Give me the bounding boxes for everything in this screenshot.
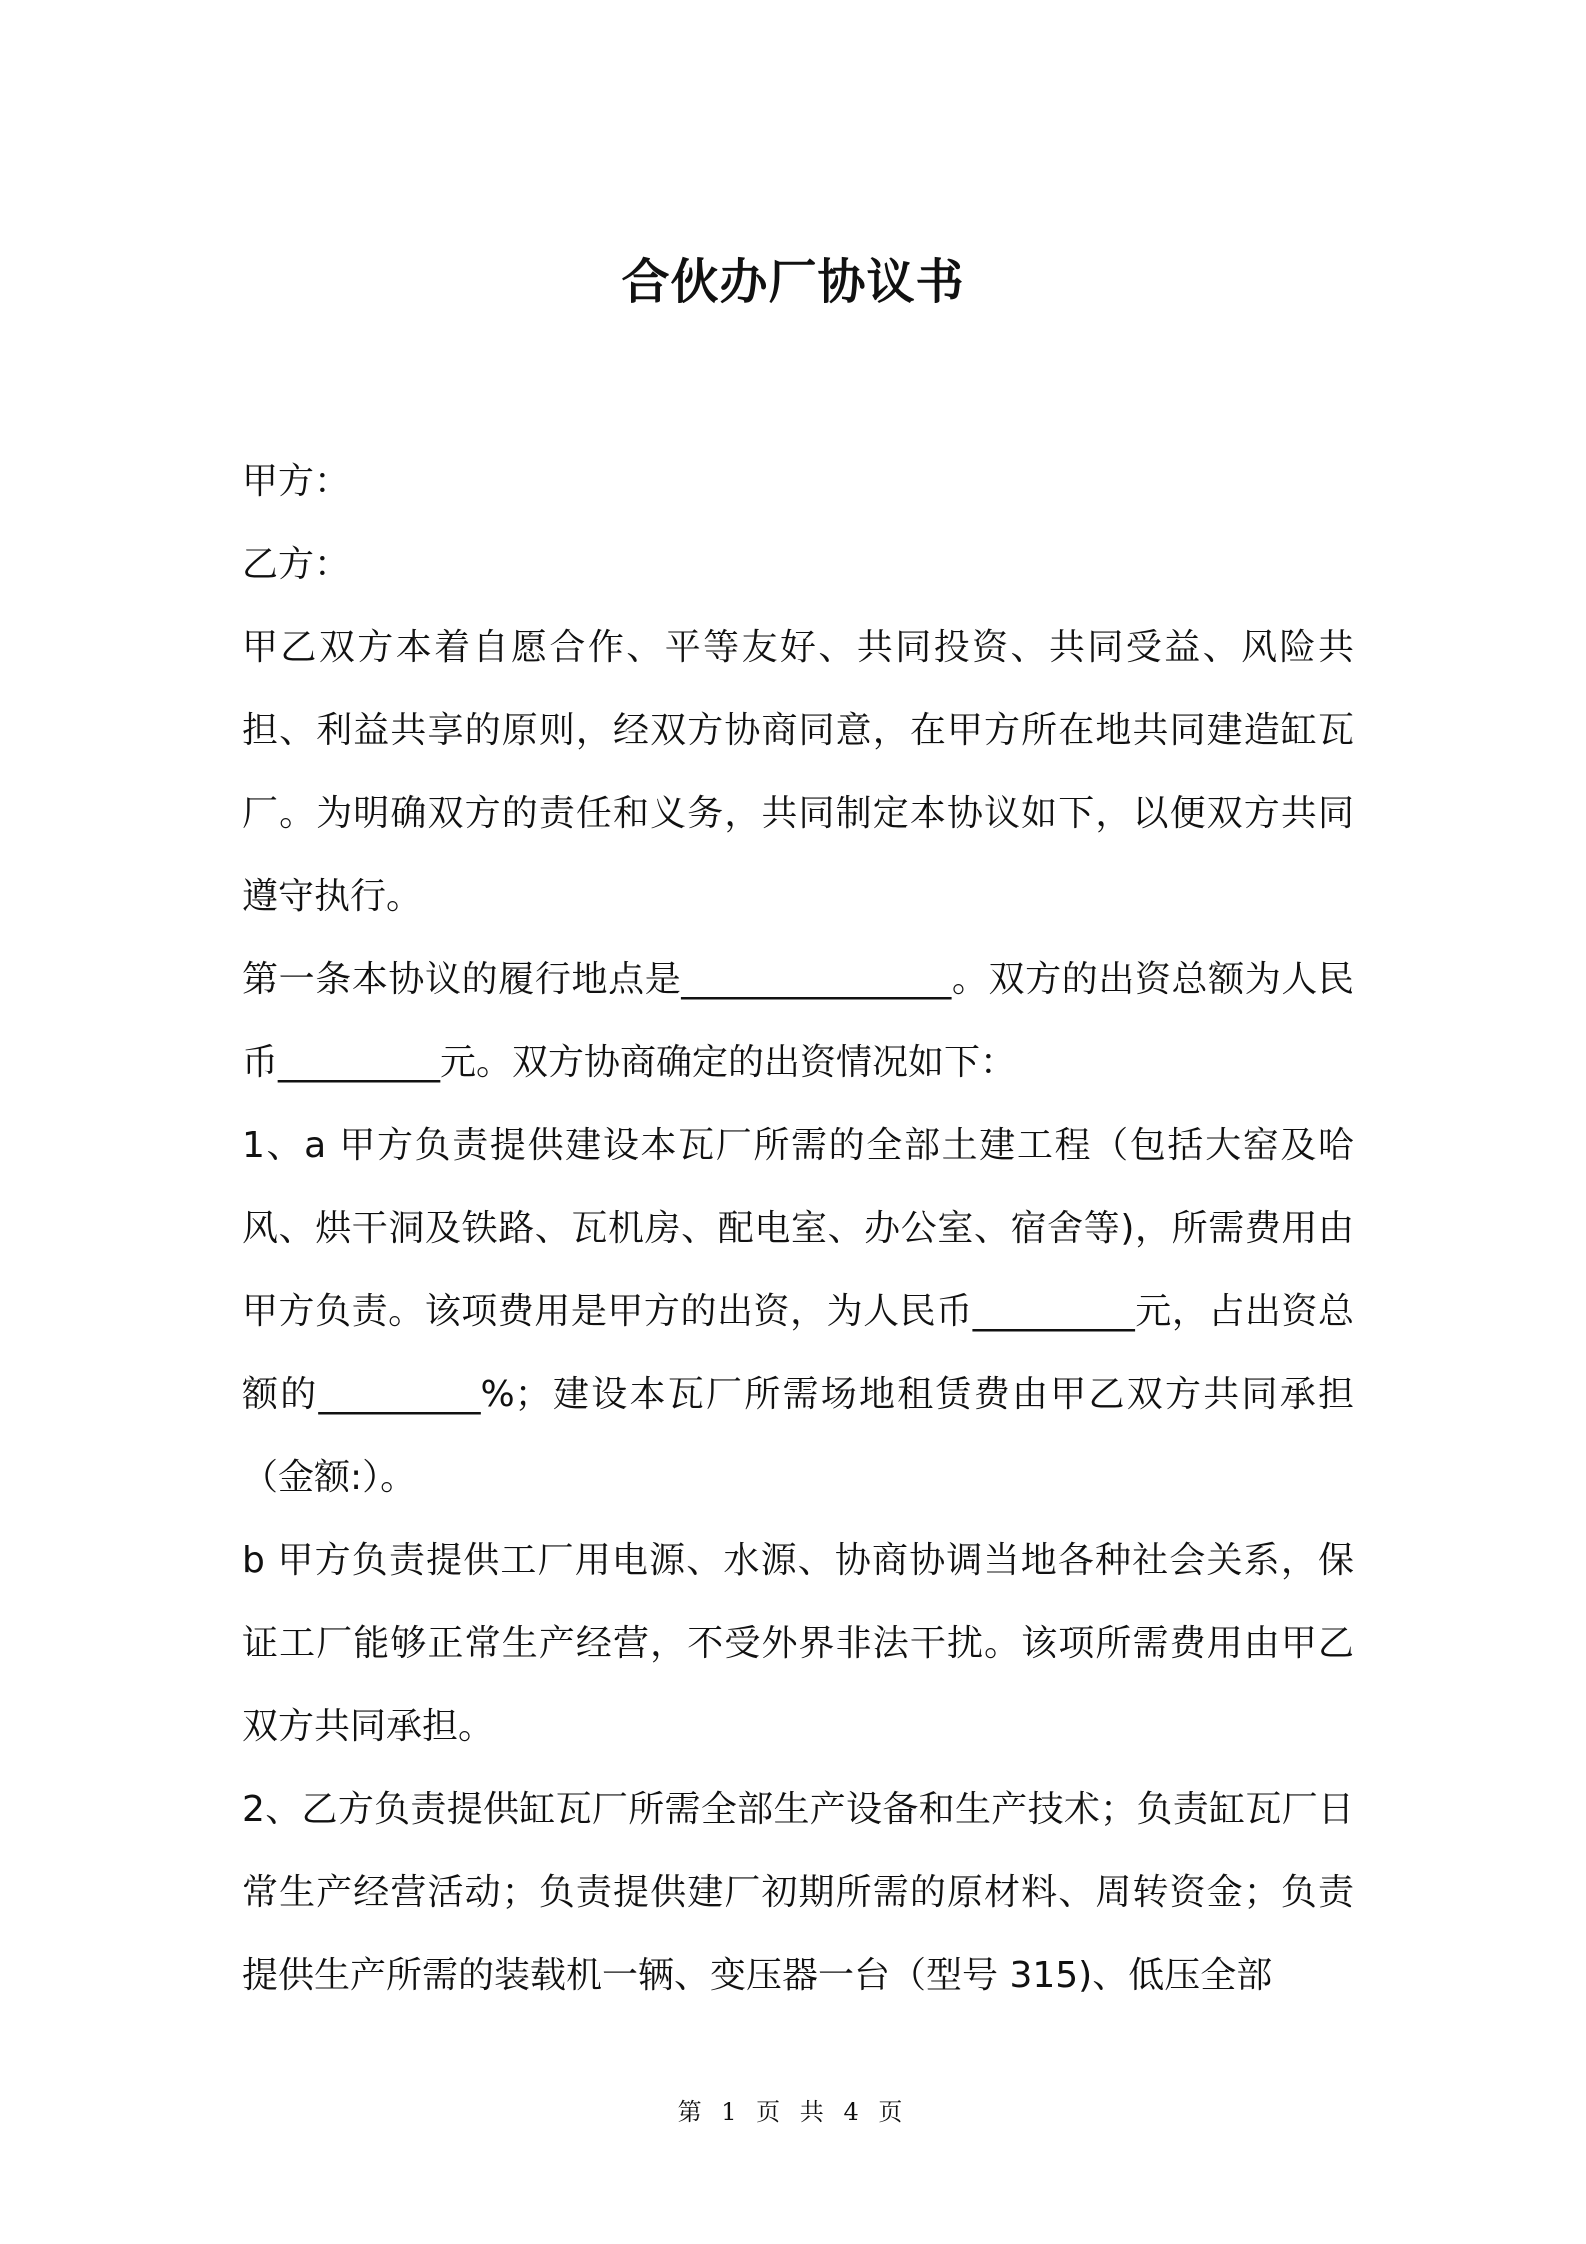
article-one-paragraph: 第一条本协议的履行地点是_______________。双方的出资总额为人民币_________元。双方协商确定的出资情况如下： [242,959,1354,1083]
page-title: 合伙办厂协议书 [621,254,965,311]
clause-1b-paragraph: b 甲方负责提供工厂用电源、水源、协商协调当地各种社会关系，保证工厂能够正常生产经营，不受外界非法干扰。该项所需费用由甲乙双方共同承担。 [242,1540,1354,1747]
party-a-line: 甲方： [242,461,351,502]
page-number-footer: 第 1 页 共 4 页 [677,2098,909,2126]
clause-1a-paragraph: 1、a 甲方负责提供建设本瓦厂所需的全部土建工程（包括大窑及哈风、烘干洞及铁路、瓦机房、配电室、办公室、宿舍等)，所需费用由甲方负责。该项费用是甲方的出资，为人民币_________元，占出资总额的_________%；建设本瓦厂所需场地租赁费由甲乙双方共同承担（金额:）。 [242,1125,1354,1498]
clause-2-paragraph: 2、乙方负责提供缸瓦厂所需全部生产设备和生产技术；负责缸瓦厂日常生产经营活动；负责提供建厂初期所需的原材料、周转资金；负责提供生产所需的装载机一辆、变压器一台（型号 315)、低压全部 [242,1789,1354,1996]
party-b-line: 乙方： [242,544,351,585]
document-body [242,440,1354,2017]
preamble-paragraph: 甲乙双方本着自愿合作、平等友好、共同投资、共同受益、风险共担、利益共享的原则，经双方协商同意，在甲方所在地共同建造缸瓦厂。为明确双方的责任和义务，共同制定本协议如下，以便双方共同遵守执行。 [242,627,1354,917]
